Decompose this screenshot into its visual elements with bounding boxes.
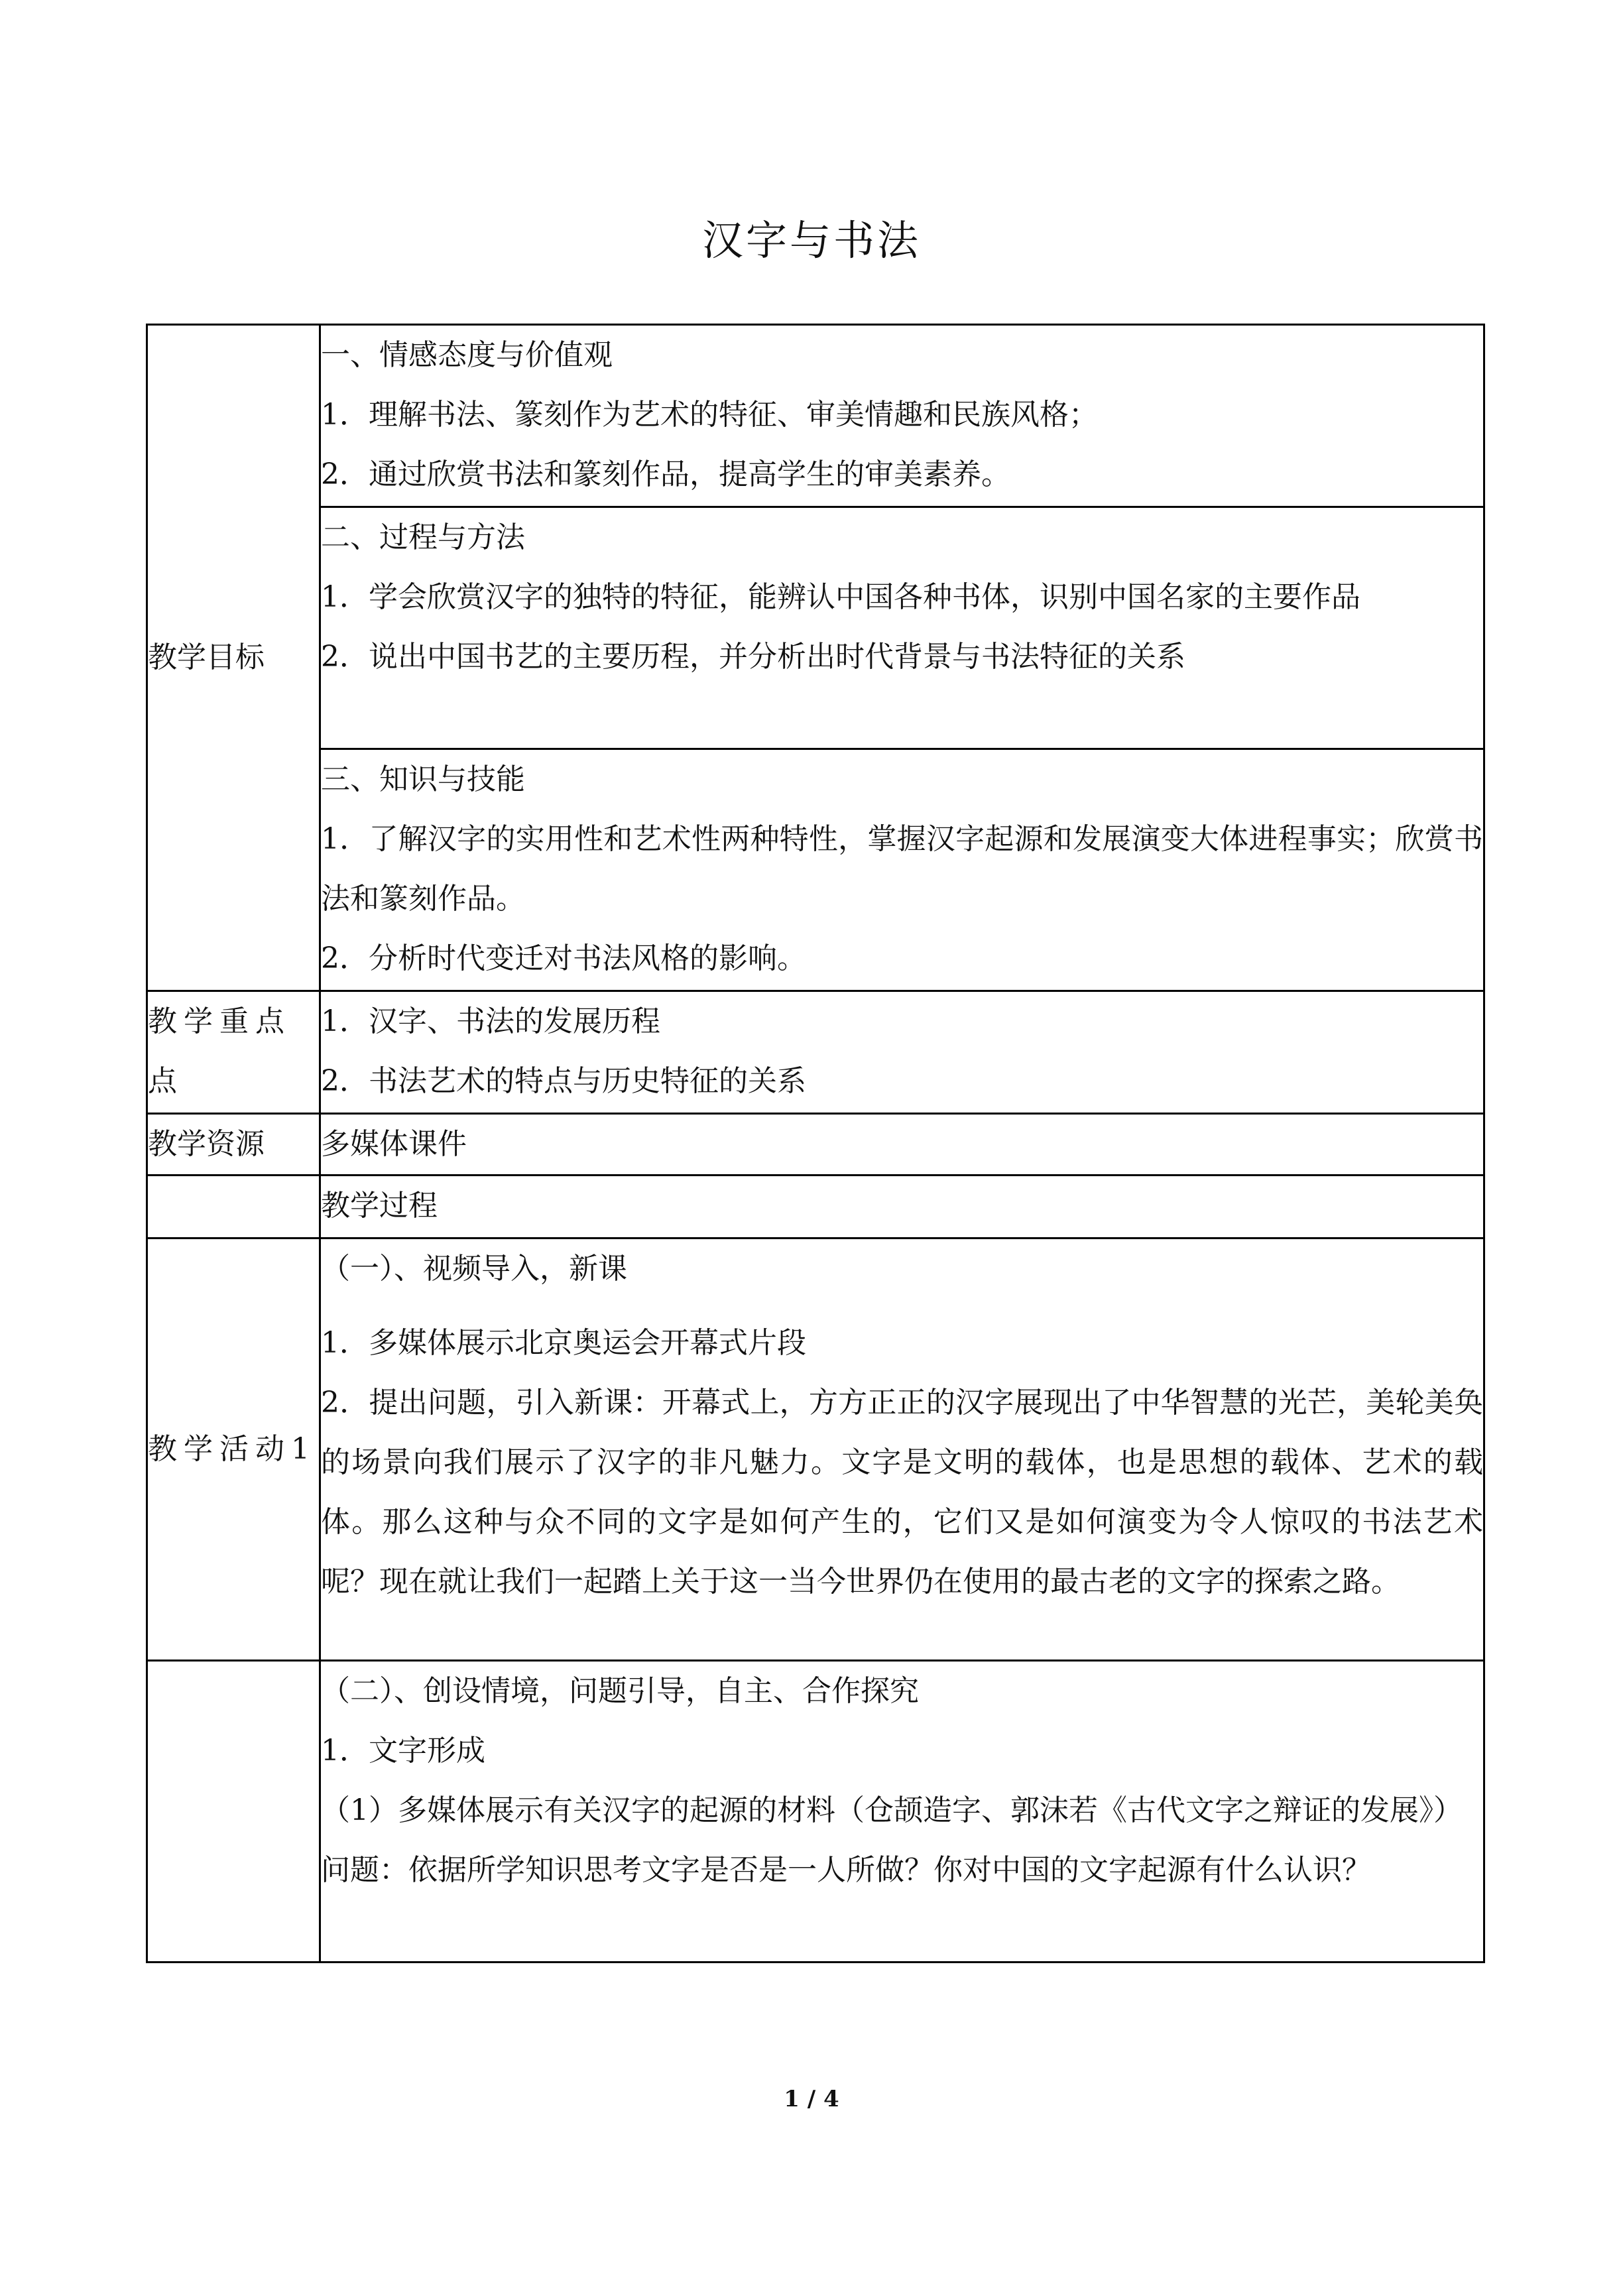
key-points-content [320, 991, 1484, 1114]
objectives-section-3 [320, 749, 1484, 991]
process-value: 教学过程 [321, 1189, 438, 1223]
activity-1-label: 教学活动1 [147, 1239, 320, 1661]
page-number: 1 / 4 [784, 2086, 839, 2112]
activity-1-heading: （一）、视频导入，新课 [321, 1252, 627, 1286]
objectives-section-2 [320, 507, 1484, 749]
section-3-item-1: 1．了解汉字的实用性和艺术性两种特性，掌握汉字起源和发展演变大体进程事实；欣赏书法和篆刻作品。 [321, 822, 1483, 916]
activity-1-row [147, 1239, 1484, 1661]
process-row [147, 1176, 1484, 1239]
document-title: 汉字与书法 [701, 216, 921, 265]
objectives-row-3 [147, 749, 1484, 991]
activity-2-label [147, 1661, 320, 1963]
key-points-label: 教学重点点 [147, 991, 320, 1114]
section-1-heading: 一、情感态度与价值观 [321, 338, 613, 372]
lesson-plan-table [146, 324, 1485, 1963]
activity-2-row [147, 1661, 1484, 1963]
key-point-1: 1．汉字、书法的发展历程 [321, 1004, 660, 1038]
section-1-item-1: 1．理解书法、篆刻作为艺术的特征、审美情趣和民族风格； [321, 398, 1098, 432]
activity-2-item-2: （1）多媒体展示有关汉字的起源的材料（仓颉造字、郭沫若《古代文字之辩证的发展》） [321, 1793, 1463, 1827]
activity-2-content [320, 1661, 1484, 1963]
section-3-item-2: 2．分析时代变迁对书法风格的影响。 [321, 941, 806, 975]
process-content [320, 1176, 1484, 1239]
objectives-row-1 [147, 325, 1484, 507]
section-3-heading: 三、知识与技能 [321, 762, 525, 796]
section-2-item-2: 2．说出中国书艺的主要历程，并分析出时代背景与书法特征的关系 [321, 640, 1185, 674]
process-label [147, 1176, 320, 1239]
activity-1-content [320, 1239, 1484, 1661]
activity-2-item-1: 1．文字形成 [321, 1734, 485, 1768]
objectives-section-1 [320, 325, 1484, 507]
activity-2-item-3: 问题：依据所学知识思考文字是否是一人所做？你对中国的文字起源有什么认识？ [321, 1853, 1371, 1887]
key-points-row [147, 991, 1484, 1114]
activity-1-item-2: 2．提出问题，引入新课：开幕式上，方方正正的汉字展现出了中华智慧的光芒，美轮美奂的场景向我们展示了汉字的非凡魅力。文字是文明的载体，也是思想的载体、艺术的载体。那么这种与众不同的文字是如何产生的，它们又是如何演变为令人惊叹的书法艺术呢？现在就让我们一起踏上关于这一当今世界仍在使用的最古老的文字的探索之路。 [321, 1386, 1483, 1599]
activity-2-heading: （二）、创设情境，问题引导，自主、合作探究 [321, 1674, 919, 1708]
key-point-2: 2．书法艺术的特点与历史特征的关系 [321, 1064, 806, 1098]
resources-label: 教学资源 [147, 1114, 320, 1176]
resources-value: 多媒体课件 [321, 1127, 467, 1161]
resources-content [320, 1114, 1484, 1176]
objectives-row-2 [147, 507, 1484, 749]
section-2-item-1: 1．学会欣赏汉字的独特的特征，能辨认中国各种书体，识别中国名家的主要作品 [321, 580, 1360, 614]
activity-1-item-1: 1．多媒体展示北京奥运会开幕式片段 [321, 1326, 806, 1360]
resources-row [147, 1114, 1484, 1176]
section-1-item-2: 2．通过欣赏书法和篆刻作品，提高学生的审美素养。 [321, 457, 1010, 491]
section-2-heading: 二、过程与方法 [321, 520, 525, 554]
objectives-label: 教学目标 [147, 325, 320, 991]
